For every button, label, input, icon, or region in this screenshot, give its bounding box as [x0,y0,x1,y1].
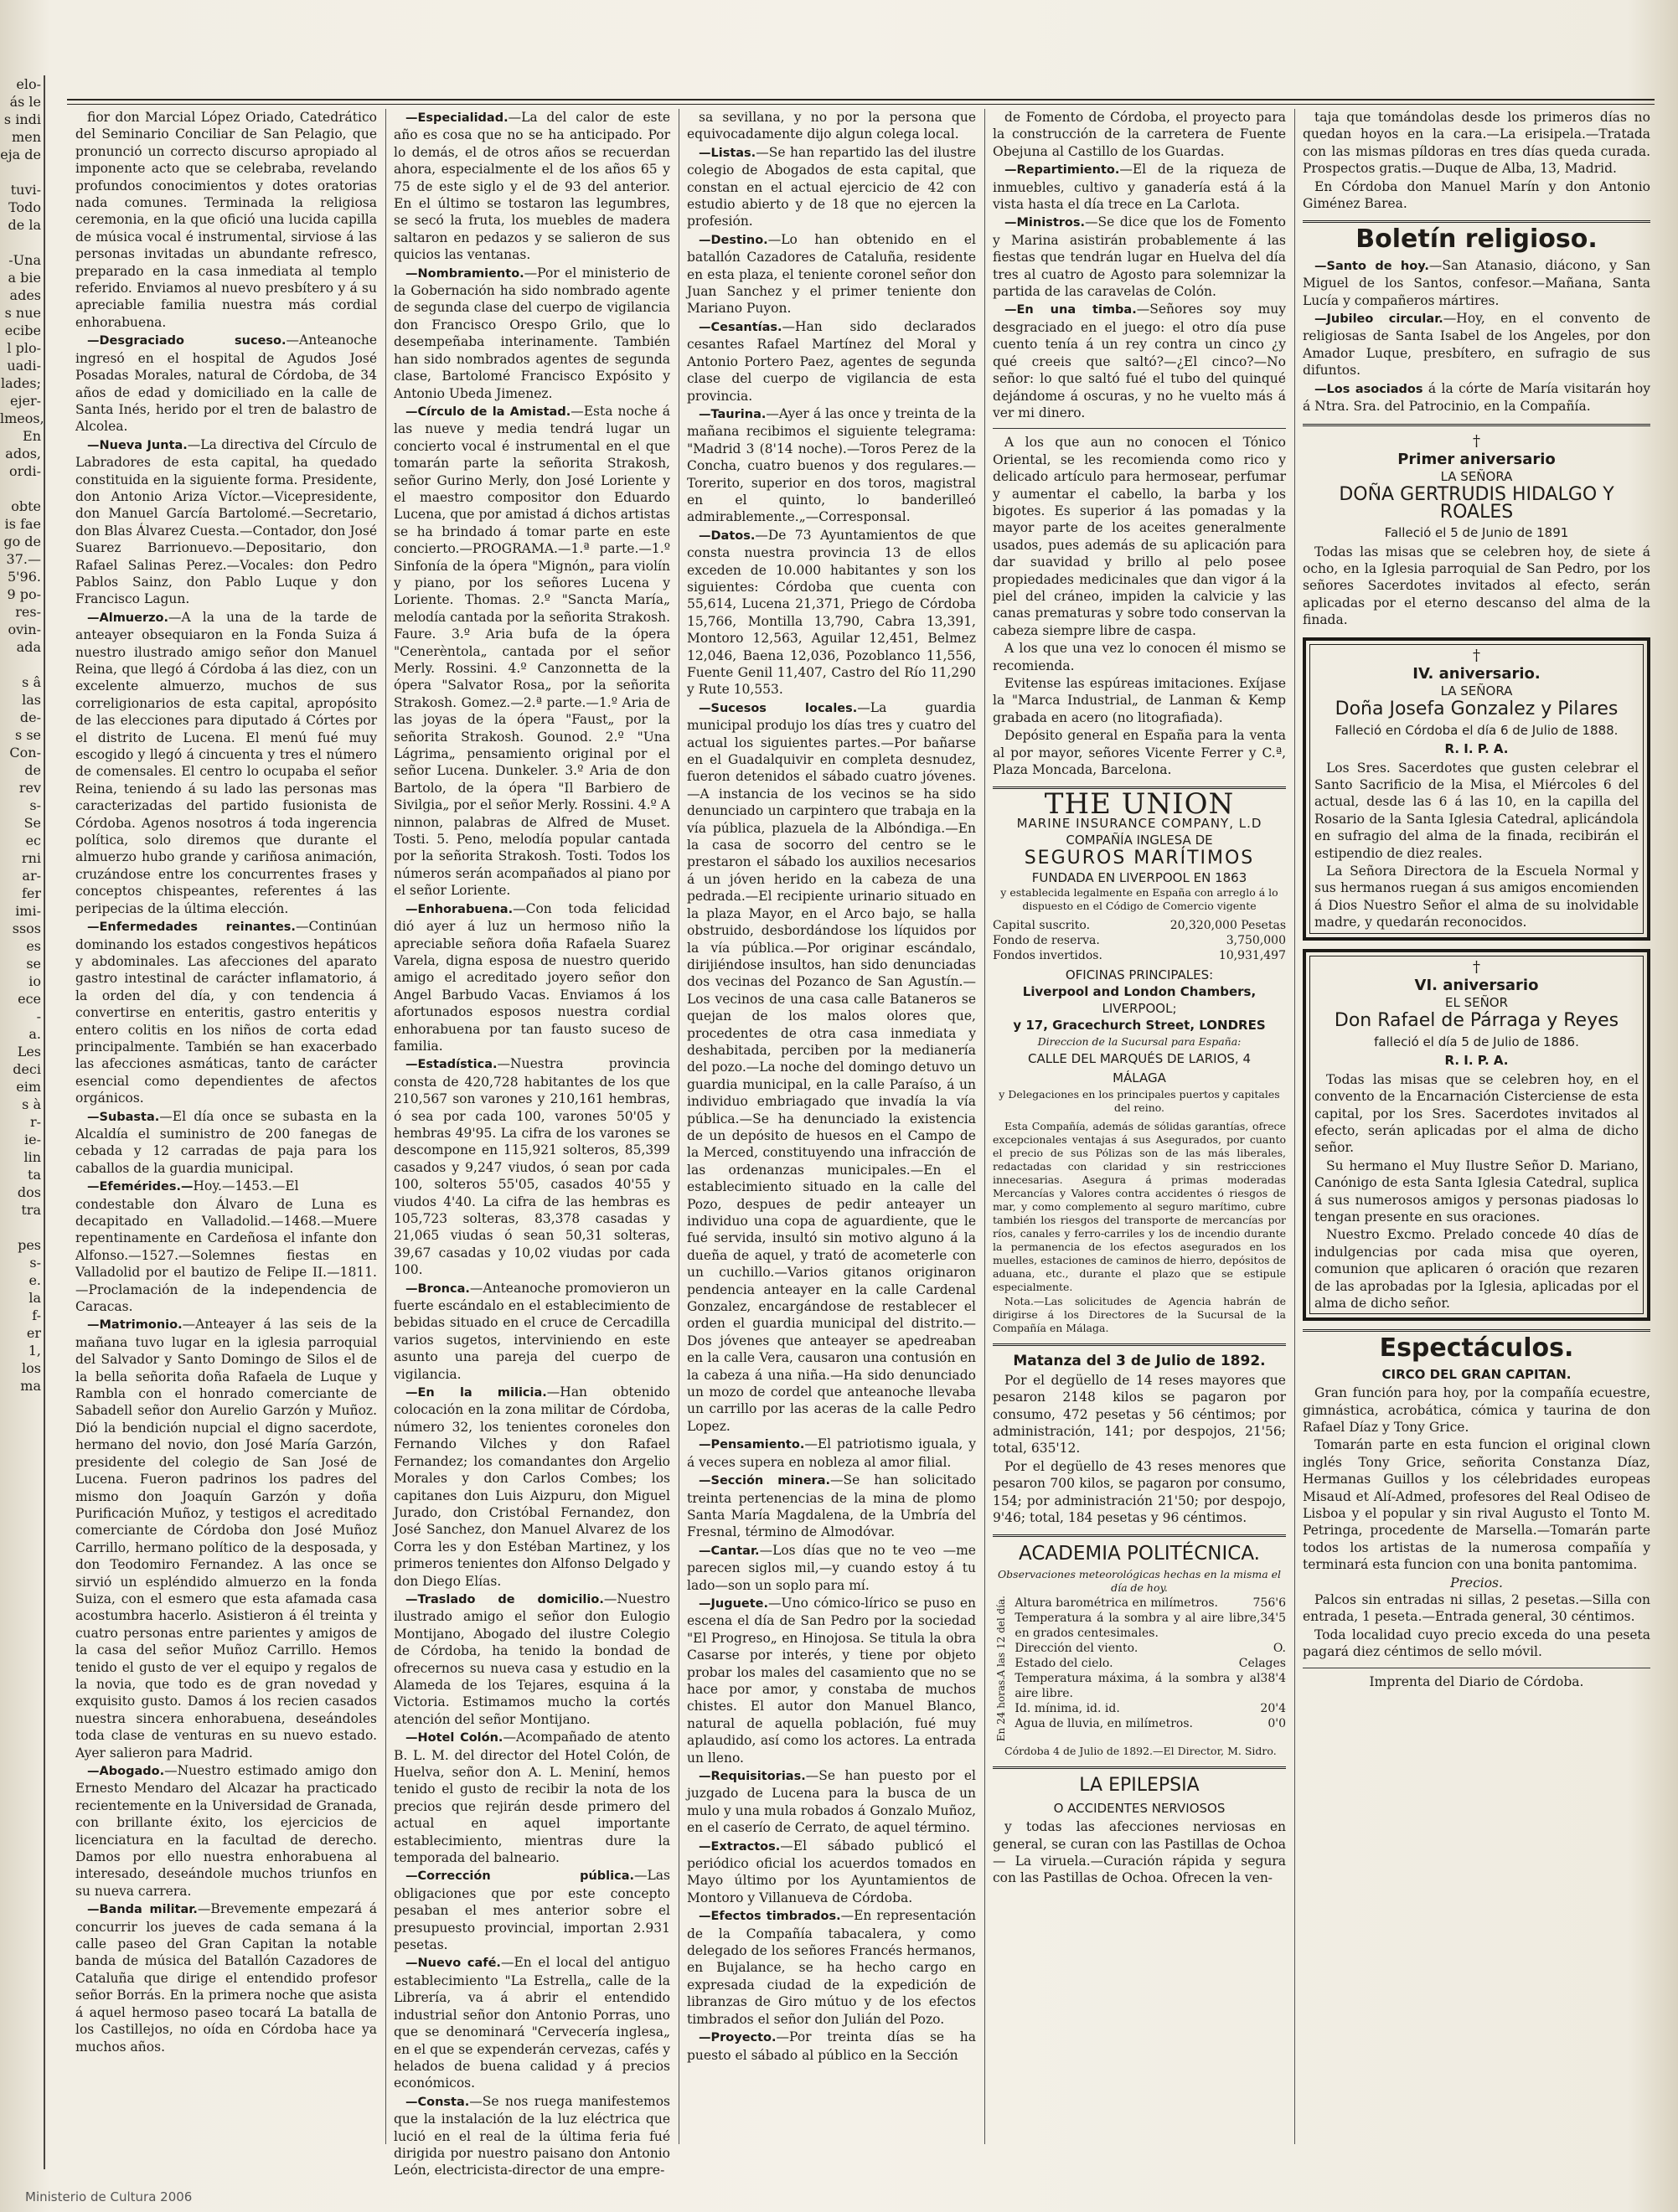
row-label: Fondo de reserva. [993,933,1100,947]
union-subtitle-2: COMPAÑÍA INGLESA DE [1066,833,1213,848]
news-paragraph: —Sección minera.—Se han solicitado treinta pertenencias de la mina de plomo Santa María Magdalena, de la Umbría del Fresnal, término de Almodóvar. [687,1472,976,1540]
news-paragraph: —Nombramiento.—Por el ministerio de la Gobernación ha sido nombrado agente de segunda clase del cuerpo de vigilancia don Francisco Orespo Grilo, que lo desempeñaba interinamente. También han sido nombrados agentes de segunda clase, Bartolomé Francisco Expósito y Antonio Ubeda Jimenez. [394,265,670,401]
aniv2-text [1314,760,1639,931]
margin-fragment: s- [29,1255,41,1271]
column-3 [687,109,976,2153]
margin-fragment: ssos [12,920,41,936]
margin-fragment: se [26,956,41,972]
news-paragraph: —En una timba.—Señores soy muy desgraciado en el juego: el otro día puse cuento tenía á un rey contra un cinco ¿y qué creeis que saltó?—¿El cinco?—No señor: lo que saltó fué el tubo del quinqué dejándome á oscuras, y no he vuelto más á ver mi dinero. [993,302,1286,420]
news-paragraph: —Subasta.—El día once se subasta en la Alcaldía el suministro de 200 fanegas de cebada y 12 carradas de paja para los caballos de la guardia municipal. [75,1108,377,1176]
margin-fragment: ada [16,639,41,655]
union-delegaciones: y Delegaciones en los principales puertos y capitales del reino. [999,1088,1280,1115]
item-heading: —Taurina. [699,407,767,421]
news-paragraph: —Cantar.—Los días que no te veo —me parecen siglos mil,—y cuando estoy á tu lado—son un soplo para mí. [687,1542,976,1593]
margin-fragment: res- [15,604,41,620]
item-heading: —Corrección pública. [405,1869,634,1884]
item-heading: —Requisitorias. [699,1770,806,1783]
item-heading: —Hotel Colón. [405,1731,503,1745]
circo-title: CIRCO DEL GRAN CAPITAN. [1381,1366,1572,1382]
row-label: Temperatura máxima, á la sombra y al aire libre. [1015,1671,1261,1700]
margin-fragment: ades [9,287,41,303]
row-value: Celages [1238,1656,1286,1670]
margin-fragment: de- [19,709,41,725]
row-label: Fondos invertidos. [993,948,1102,962]
academia-side-1: A las 12 del día. [995,1595,1007,1678]
margin-fragment: s se [15,727,41,743]
item-heading: —En la milicia. [405,1386,547,1400]
item-heading: —Almuerzo. [87,611,169,625]
item-heading: —Estadística. [405,1058,498,1072]
margin-fragment: a bie [8,270,41,286]
news-paragraph: —Destino.—Lo han obtenido en el batallón Cazadores de Cataluña, residente en esta plaza, el teniente coronel señor don Juan Sanchez y el primer teniente don Mariano Puyon. [687,231,976,317]
aniversario-1 [1303,433,1650,629]
union-offices-3: y 17, Gracechurch Street, LONDRES [1013,1018,1266,1034]
academia-title: ACADEMIA POLITÉCNICA. [1019,1543,1260,1565]
aniv-paragraph: Nuestro Excmo. Prelado concede 40 días de indulgencias por cada misa que oyeren, comunion que aplicaren ó oración que rezaren de las aprobadas por la Iglesia, aplicadas por el alma de dicho señor. [1314,1227,1639,1311]
margin-fragment: ta [28,1167,41,1183]
item-heading: —Banda militar. [87,1903,198,1917]
margin-fragment: lades; [1,375,41,391]
margin-fragment: ás le [9,94,41,110]
margin-fragment: eim [16,1079,41,1095]
news-paragraph: —Abogado.—Nuestro estimado amigo don Ernesto Mendaro del Alcazar ha practicado recientemente en la Universidad de Granada, con brillante éxito, los ejercicios de licenciatura en la facultad de derecho. Damos por ello nuestra enhorabuena al interesado, deseándole muchos triunfos en su nueva carrera. [75,1763,377,1899]
aniv2-date: Falleció en Córdoba el día 6 de Julio de 1888. [1335,722,1619,738]
margin-fragment: a. [28,1026,41,1042]
cross-icon: † [1473,431,1480,450]
divider [993,1343,1286,1346]
item-heading: —Datos. [699,529,756,543]
news-paragraph: —Datos.—De 73 Ayuntamientos de que consta nuestra provincia 13 de ellos exceden de 10.000 habitantes y son los siguientes: Córdoba que cuenta con 55,614, Lucena 21,371, Priego de Córdoba 15,766, Montilla 13,790, Cabra 13,391, Montoro 12,563, Aguilar 12,451, Belmez 12,046, Baena 12,036, Pozoblanco 11,556, Fuente Genil 11,407, Castro del Río 11,290 y Rute 10,553. [687,527,976,698]
margin-fragment: eja de [0,147,41,162]
margin-fragment: ie- [24,1132,41,1147]
the-union-ad [993,787,1286,1335]
news-paragraph: de Fomento de Córdoba, el proyecto para la construcción de la carretera de Fuente Obejuna al Castillo de los Guardas. [993,110,1286,159]
news-paragraph: —Cesantías.—Han sido declarados cesantes Rafael Martínez del Moral y Antonio Portero Paez, agentes de segunda clase del cuerpo de vigilancia de esta provincia. [687,318,976,404]
margin-fragment: is fae [4,516,41,532]
ad-paragraph: Evitense las espúreas imitaciones. Exíjase la "Marca Industrial„ de Lanman & Kemp grabada en acero (no litografiada). [993,676,1286,725]
aniversario-2-frame [1303,637,1650,941]
divider [993,1766,1286,1769]
meteo-row [1015,1611,1286,1641]
academia-footer: Córdoba 4 de Julio de 1892.—El Director, M. Sidro. [1004,1745,1277,1758]
margin-fragment: ecibe [4,322,41,338]
item-heading: —Los asociados [1314,382,1423,396]
news-paragraph: sa sevillana, y no por la persona que equivocadamente dijo algun colega local. [687,110,976,142]
margin-fragment: Les [17,1044,41,1060]
tonico-oriental-ad [993,434,1286,778]
margin-fragment: de [24,762,41,778]
capital-row [993,948,1286,963]
epilepsia-title: LA EPILEPSIA [1079,1775,1200,1797]
union-title: THE UNION [1044,787,1235,822]
row-label: Altura barométrica en milímetros. [1015,1596,1218,1610]
row-label: Temperatura á la sombra y al aire libre, en grados centesimales. [1015,1611,1261,1640]
margin-fragment [0,1219,44,1236]
ad-paragraph: A los que una vez lo conocen él mismo se recomienda. [993,641,1286,673]
boletin-paragraph: —Santo de hoy.—San Atanasio, diácono, y San Miguel de los Santos, confesor.—Mañana, Santa Lucía y compañeros mártires. [1303,257,1650,308]
meteo-row [1015,1701,1286,1716]
row-value: 38'4 [1260,1671,1286,1685]
row-value: 20'4 [1260,1701,1286,1715]
capital-row [993,933,1286,948]
margin-fragment: s nue [4,305,41,321]
precios-paragraph: Palcos sin entradas ni sillas, 2 pesetas.—Silla con entrada, 1 peseta.—Entrada general, 30 céntimos. [1303,1592,1650,1625]
item-heading: —Matrimonio. [87,1318,183,1333]
margin-fragment: obte [11,498,41,514]
news-paragraph: —Almuerzo.—A la una de la tarde de anteayer obsequiaron en la Fonda Suiza á nuestro ilustrado amigo señor don Manuel Reina, que llegó á Córdoba á las diez, con un excelente almuerzo, muchos de sus correligionarios de esta capital, apropósito de las elecciones para diputado á Córtes por el distrito de Lucena. El menú fué muy escogido y llegó á cincuenta y tres el número de comensales. El centro lo ocupaba el señor Reina, teniendo á su lado las personas mas caracterizadas del partido fusionista de Córdoba. Agenos nosotros á toda ingerencia política, solo diremos que durante el almuerzo hubo grande y cariñosa animación, cruzándose entre los concurrentes frases y conceptos chispeantes, referentes á las peripecias de la última elección. [75,609,377,916]
column-separator [1294,109,1295,2144]
margin-fragment: s indi [3,111,41,127]
margin-fragment [0,480,44,498]
aniv3-title: VI. aniversario [1414,977,1539,995]
margin-fragment: deci [13,1061,41,1077]
item-heading: —Cantar. [699,1544,760,1558]
news-paragraph: —Consta.—Se nos ruega manifestemos que la instalación de la luz eléctrica que lució en el real de la última feria fué dirigida por nuestro paisano don Antonio León, electricista-director de una empre- [394,2093,670,2178]
margin-fragment: er [26,1325,41,1341]
item-heading: —Extractos. [699,1839,781,1854]
news-paragraph: —Listas.—Se han repartido las del ilustre colegio de Abogados de esta capital, que constan en el actual ejercicio de 42 con estudio abierto y de 18 que no ejercen la profesión. [687,144,976,229]
row-value: 3,750,000 [1226,933,1286,947]
aniv2-rip: R. I. P. A. [1444,741,1509,757]
news-paragraph: —Desgraciado suceso.—Anteanoche ingresó en el hospital de Agudos José Posadas Morales, natural de Córdoba, de 34 años de edad y domiciliado en la calle de Santa Inés, herido por el tren de balastro de Alcolea. [75,333,377,435]
item-heading: —Nueva Junta. [87,438,188,452]
col5-top: taja que tomándolas desde los primeros días no quedan hoyos en la cara.—La erisipela.—Tratada con las mismas píldoras en tres días queda curada. Prospectos gratis.—Duque de Alba, 13, Madrid. [1303,110,1650,177]
precios-paragraph: Toda localidad cuyo precio exceda do una peseta pagará diez céntimos de sello móvil. [1303,1627,1650,1660]
row-value: 20,320,000 Pesetas [1169,918,1286,932]
left-margin-strip [0,75,45,2169]
news-paragraph: —Proyecto.—Por treinta días se ha puesto el sábado al público en la Sección [687,2029,976,2063]
union-nota: Nota.—Las solicitudes de Agencia habrán de dirigirse á los Directores de la Sucursal de la Compañía en Málaga. [993,1295,1286,1335]
matanza-text [993,1372,1286,1527]
news-paragraph: —Especialidad.—La del calor de este año es cosa que no se ha anticipado. Por lo demás, el de otros años se recuerdan ahora, especialmente el de los años 65 y 75 de este siglo y el de 93 del anterior. En el último se tostaron las legumbres, se secó la fruta, los muebles de madera saltaron en pedazos y se salieron de sus quicios las ventanas. [394,110,670,263]
margin-fragment: ece [18,991,41,1007]
cross-icon: † [1473,646,1480,664]
margin-fragment: go de [3,534,41,549]
aniv2-title: IV. aniversario. [1412,664,1541,683]
item-heading: —Pensamiento. [699,1438,805,1452]
aniv1-name: DOÑA GERTRUDIS HIDALGO Y ROALES [1339,484,1614,523]
epilepsia-ad [993,1777,1286,1886]
column-4 [993,109,1286,2153]
news-paragraph: —Extractos.—El sábado publicó el periódico oficial los acuerdos tomados en Mayo último por los Ayuntamientos de Montoro y Villanueva de Córdoba. [687,1838,976,1905]
espectaculos-paragraph: Tomarán parte en esta funcion el original clown inglés Tony Grice, señorita Constanza Díaz, Hermanas Guillos y los célebridades europeas Misaud et Alí-Admed, profesores del Real Odiseo de Lisboa y el popular y sin rival Augusto el Tonto M. Petringa, procedente de Marsella.—Tomarán parte todos los artistas de la numerosa compañía y terminará esta funcion con una bonita pantomima. [1303,1437,1650,1573]
margin-fragment: s- [29,797,41,813]
item-heading: —Proyecto. [699,2031,777,2045]
item-heading: —Listas. [699,146,756,160]
item-heading: —Juguete. [699,1596,769,1611]
margin-fragment: Todo [8,199,41,215]
margin-fragment: rev [18,780,41,796]
margin-fragment: ma [20,1378,41,1394]
epilepsia-text: y todas las afecciones nerviosas en general, se curan con las Pastillas de Ochoa — La viruela.—Curación rápida y segura con las Pastillas de Ochoa. Ofrecen la ven- [993,1819,1286,1886]
row-label: Capital suscrito. [993,918,1091,932]
matanza-title: Matanza del 3 de Julio de 1892. [1013,1353,1266,1370]
item-heading: —Cesantías. [699,320,782,334]
epilepsia-sub: O ACCIDENTES NERVIOSOS [1053,1800,1226,1816]
margin-fragment: En [23,428,41,444]
matanza-section [993,1353,1286,1526]
union-body: Esta Compañía, además de sólidas garantías, ofrece excepcionales ventajas á sus Asegurados, por cuanto el precio de sus Pólizas son de las más liberales, redactadas con claridad y sin restricciones innecesarias. Asegura á primas moderadas Mercancías y Valores contra accidentes ó riesgos de mar, y como complemento al seguro marítimo, cubre también los riesgos del transporte de mercancías por ríos, canales y ferro-carriles y los de incendio durante la permanencia de los efectos asegurados en los muelles, estaciones de caminos de hierro, depósitos de aduana, etc., durante el plazo que se estipule especialmente. [993,1120,1286,1294]
item-heading: —Abogado. [87,1765,165,1778]
item-heading: —Repartimiento. [1004,163,1120,178]
margin-fragment: las [22,692,41,708]
news-paragraph: —Juguete.—Uno cómico-lírico se puso en escena el día de San Pedro por la sociedad "El Progreso„ en Hinojosa. Se titula la obra Casarse por interés, y tiene por objeto probar los males del casamiento que no se hace por amor, y constaba de muchos chistes. El autor don Manuel Blanco, natural de aquella población, fué muy aplaudido, así como los actores. La entrada un lleno. [687,1595,976,1766]
column-separator [385,109,386,2144]
margin-fragment: 1, [28,1343,41,1359]
union-capital-table [993,918,1286,963]
margin-fragment: la [28,1290,41,1306]
margin-fragment: - [36,1008,41,1024]
margin-fragment: de la [8,217,41,233]
ad-paragraph: A los que aun no conocen el Tónico Oriental, se les recomienda como rico y delicado artículo para hermosear, perfumar y aumentar el cabello, la barba y los bigotes. Es superior á las pomadas y la mayor parte de los aceites generalmente usados, pues además de su aplicación para dar suavidad y brillo al pelo posee propiedades medicinales que dan vigor á la piel del cráneo, impiden la calvicie y las canas prematuras y sobre todo conservan la cabeza siempre libre de caspa. [993,435,1286,638]
item-heading: —Efectos timbrados. [699,1910,841,1924]
divider [993,428,1286,429]
margin-fragment: f- [32,1307,41,1323]
margin-fragment: lin [23,1149,41,1165]
item-heading: —Especialidad. [405,111,509,125]
aniv3-name: Don Rafael de Párraga y Reyes [1334,1010,1619,1032]
espectaculos-paragraph: Gran función para hoy, por la compañía ecuestre, gimnástica, acrobática, cómica y taurina de don Rafael Díaz y Tony Grice. [1303,1385,1650,1435]
espectaculos [1303,1333,1650,1690]
espectaculos-text [1303,1384,1650,1573]
column-2 [394,109,670,2178]
margin-fragment: imi- [15,903,41,919]
margin-fragment: ordi- [8,463,41,479]
news-paragraph: —Enhorabuena.—Con toda felicidad dió ayer á luz un hermoso niño la apreciable señora doña Rafaela Suarez Varela, digna esposa de nuestro querido amigo el acreditado joyero señor don Angel Barbudo Vacas. Enviamos á los afortunados esposos nuestra cordial enhorabuena por tan fausto suceso de familia. [394,900,670,1054]
ad-paragraph: Depósito general en España para la venta al por mayor, señores Vicente Ferrer y C.ª, Plaza Moncada, Barcelona. [993,728,1286,778]
margin-fragment: Se [23,815,41,831]
margin-fragment: ados, [5,446,41,461]
margin-fragment: 5'96. [7,569,41,585]
item-heading: —Ministros. [1004,216,1086,230]
item-heading: —Sección minera. [699,1474,830,1488]
aniv1-date: Falleció el 5 de Junio de 1891 [1384,525,1569,541]
item-heading: —Efemérides.— [87,1180,194,1194]
item-heading: —Santo de hoy. [1314,259,1429,273]
aniv1-text: Todas las misas que se celebren hoy, de siete á ocho, en la Iglesia parroquial de San Pedro, por los señores Sacerdotes invitados al efecto, serán aplicadas por el eterno descanso del alma de la finada. [1303,544,1650,628]
union-offices-2: LIVERPOOL; [1102,1001,1177,1017]
aniv-paragraph: Su hermano el Muy Ilustre Señor D. Mariano, Canónigo de esta Santa Iglesia Catedral, suplica á sus numerosos amigos y personas piadosas lo tengan presente en sus oraciones. [1314,1158,1639,1225]
col5-top-2: En Córdoba don Manuel Marín y don Antonio Giménez Barea. [1303,178,1650,212]
news-paragraph: —Banda militar.—Brevemente empezará á concurrir los jueves de cada semana á la calle paseo del Gran Capitan la notable banda de música del Batallón Cazadores de Cataluña que dirige el entendido profesor señor Borrás. En la primera noche que asista á aquel hermoso paseo tocará La batalla de los Castillejos, no oída en Córdoba hace ya muchos años. [75,1901,377,2055]
precios-text [1303,1591,1650,1661]
meteo-row [1015,1656,1286,1671]
news-paragraph: —Corrección pública.—Las obligaciones que por este concepto pesaban el mes anterior sobre el presupuesto provincial, importan 2.931 pesetas. [394,1868,670,1953]
margin-fragment: ec [25,833,41,848]
margin-fragment: s à [22,1096,41,1112]
aniv3-text [1314,1071,1639,1312]
margin-fragment [0,656,44,673]
item-heading: —Enfermedades reinantes. [87,920,296,935]
meteo-row [1015,1716,1286,1731]
capital-row [993,918,1286,933]
news-paragraph: —Repartimiento.—El de la riqueza de inmuebles, cultivo y ganadería está á la vista hasta el día trece en La Carlota. [993,162,1286,213]
news-paragraph: fior don Marcial López Oriado, Catedrático del Seminario Conciliar de San Pelagio, que pronunció un correcto discurso apropiado al imponente acto que se celebraba, revelando profundos conocimientos y dotes oratorias nada comunes. Terminada la religiosa ceremonia, en la que ofició una lucida capilla de música vocal é instrumental, sirviose á las personas invitadas un abundante refresco, preparado en la casa inmediata al templo referido. Enviamos al nuevo presbítero y á su apreciable familia nuestra más cordial enhorabuena. [75,110,377,330]
news-paragraph: —En la milicia.—Han obtenido colocación en la zona militar de Córdoba, número 32, los tenientes coroneles don Fernando Vilches y don Rafael Fernandez; los comandantes don Argelio Morales y don Carlos Combes; los capitanes don Luis Aizpuru, don Miguel Jurado, don Cristóbal Fernandez, don José Sanchez, don Manuel Alvarez de los Corra les y don Estéban Martinez, y los primeros tenientes don Alfonso Delgado y don Diego Elías. [394,1384,670,1589]
news-paragraph: —Efectos timbrados.—En representación de la Compañía tabacalera, y como delegado de los señores Francés hermanos, en Bujalance, se ha hecho cargo en expresada ciudad de la expedición de libranzas de Giro mútuo y de los efectos timbrados el señor don Julián del Pozo. [687,1908,976,2027]
union-calle: CALLE DEL MARQUÉS DE LARIOS, 4 [1027,1051,1252,1067]
news-paragraph: —Taurina.—Ayer á las once y treinta de la mañana recibimos el siguiente telegrama: "Madrid 3 (8'14 noche).—Toros Perez de la Concha, cuatro buenos y dos regulares.—Torerito, superior en dos toros, magistral en el quinto, lo banderilleó admirablemente.„—Corresponsal. [687,405,976,525]
item-heading: —Nuevo café. [405,1957,501,1971]
margin-fragment: Con- [9,745,41,761]
union-founded: FUNDADA EN LIVERPOOL EN 1863 [1031,869,1247,885]
margin-fragment: -Una [8,252,41,268]
row-value: 756'6 [1252,1596,1286,1610]
item-heading: —Nombramiento. [405,266,524,281]
news-paragraph: —Nueva Junta.—La directiva del Círculo de Labradores de esta capital, ha quedado constituida en la siguiente forma. Presidente, don Antonio Ariza Víctor.—Vicepresidente, don Manuel García Bartolomé.—Secretario, don Blas Álvarez Cuesta.—Contador, don José Suarez Barrionuevo.—Depositario, don Rafael Salinas Perez.—Vocales: don Pedro Pablos Sainz, don Pablo Luque y don Francisco Lagun. [75,436,377,607]
news-paragraph: —Enfermedades reinantes.—Continúan dominando los estados congestivos hepáticos y abdominales. Las afecciones del aparato gastro intestinal de carácter inflamatorio, á la orden del día, y con tendencia á convertirse en enteritis, gastro enteritis y entero colitis en los niños de corta edad principalmente. También se han exacerbado las afecciones asmáticas, tanto de carácter esencial como dependientes de afectos orgánicos. [75,919,377,1106]
margin-fragment: uadi- [7,358,41,374]
boletin-title: Boletín religioso. [1355,224,1598,255]
item-heading: —Bronca. [405,1281,470,1296]
item-heading: —Enhorabuena. [405,902,514,916]
row-value: 0'0 [1268,1716,1286,1730]
column-5 [1303,109,1650,2153]
margin-fragment: fer [21,885,41,901]
news-paragraph: —Círculo de la Amistad.—Esta noche á las nueve y media tendrá lugar un concierto vocal é instrumental en el que tomarán parte la señorita Strakosh, señor Gurino Merly, don José Loriente y el maestro compositor don Eduardo Lucena, que por amistad á dichos artistas se ha brindado á tomar parte en este concierto.—PROGRAMA.—1.ª parte.—1.º Sinfonía de la ópera "Mignón„ para violín y piano, por los señores Lucena y Loriente. Thomas. 2.º "Sancta María„ melodía cantada por la señorita Strakosh. Faure. 3.º Aria bufa de la ópera "Cenerèntola„ cantada por el señor Merly. Rossini. 4.º Canzonnetta de la ópera "Salvator Rosa„ por la señorita Strakosh. Gomez.—2.ª parte.—1.º Aria de las joyas de la ópera "Faust„ por la señorita Strakosh. Gounod. 2.º "Una Lágrima„ pensamiento original por el señor Lucena. Dunkeler. 3.º Aria de don Bartolo, de la ópera "Il Barbiero de Sivilgia„ por el señor Merly. Rossini. 4.º A ninnon, palabras de Alfred de Muset. Tosti. 5. Peno, melodía popular cantada por la señorita Strakosh. Tosti. Todos los números serán acompañados al piano por el señor Loriente. [394,403,670,899]
news-paragraph: —Nuevo café.—En el local del antiguo establecimiento "La Estrella„ calle de la Librería, va á abrir el entendido industrial señor don Antonio Porras, uno que se denominará "Cervecería inglesa„ en el que se expenderán cervezas, cafés y helados de buena calidad y á precios económicos. [394,1955,670,2091]
row-value: O. [1273,1641,1286,1655]
aniv2-name: Doña Josefa Gonzalez y Pilares [1335,699,1619,720]
aniv2-la: LA SEÑORA [1440,683,1513,699]
matanza-paragraph: Por el degüello de 14 reses mayores que pesaron 2148 kilos se pagaron por consumo, 472 pesetas y 56 céntimos; por administración, 141; por despojos, 21'56; total, 635'12. [993,1372,1286,1457]
aniv3-el: EL SEÑOR [1444,995,1509,1011]
margin-fragment: 9 po- [7,586,41,602]
aniv-paragraph: La Señora Directora de la Escuela Normal y sus hermanos ruegan á sus amigos encomienden á Dios Nuestro Señor el alma de su inolvidable madre, y quedarán reconocidos. [1314,864,1639,931]
union-subtitle: MARINE INSURANCE COMPANY, L.D [1016,815,1262,831]
margin-fragment: es [26,938,41,954]
item-heading: —Destino. [699,233,768,247]
margin-fragment: lmeos, [0,410,44,426]
news-paragraph: —Ministros.—Se dice que los de Fomento y Marina asistirán probablemente á las fiestas que tendrán lugar en Huelva del día tres al cuatro de Agosto para solemnizar la partida de las caravelas de Colón. [993,214,1286,300]
margin-fragment: ejer- [10,393,41,409]
news-paragraph: —Efemérides.—Hoy.—1453.—El condestable don Álvaro de Luna es decapitado en Valladolid.—1468.—Muere repentinamente en Cardeñosa el infante don Alfonso.—1527.—Solemnes fiestas en Valladolid por el bautizo de Felipe II.—1811.—Proclamación de la independencia de Caracas. [75,1178,377,1315]
boletin-paragraph: —Los asociados á la córte de María visitarán hoy á Ntra. Sra. del Patrocinio, en la Compañía. [1303,380,1650,415]
academia-table [993,1596,1286,1742]
news-paragraph: —Bronca.—Anteanoche promovieron un fuerte escándalo en el establecimiento de bebidas situado en el cruce de Cercadilla varios sugetos, interviniendo en este asunto una pareja del cuerpo de vigilancia. [394,1280,670,1382]
boletin-religioso [1303,224,1651,415]
item-heading: —Sucesos locales. [699,701,858,715]
union-offices-title: OFICINAS PRINCIPALES: [1065,967,1214,982]
margin-fragment [0,163,44,181]
item-heading: —Traslado de domicilio. [405,1592,604,1606]
cross-icon: † [1473,957,1480,976]
margin-fragment: men [12,129,41,145]
top-rule [67,99,1655,105]
academia-section [993,1545,1286,1758]
margin-fragment [0,234,44,251]
espectaculos-title: Espectáculos. [1379,1333,1574,1364]
boletin-paragraph: —Jubileo circular.—Hoy, en el convento de religiosas de Santa Isabel de los Angeles, por don Amador Luque, presbítero, en sufragio de sus difuntos. [1303,311,1651,379]
divider [1303,1329,1650,1332]
academia-subtitle: Observaciones meteorológicas hechas en la misma el día de hoy. [997,1567,1282,1594]
margin-fragment: r- [29,1114,41,1130]
margin-fragment: 37.— [6,551,41,567]
news-paragraph: —Estadística.—Nuestra provincia consta de 420,728 habitantes de los que 210,567 son varones y 210,161 hembras, ó sea por cada 100, varones 50'05 y hembras 49'95. La cifra de los varones se descompone en 115,921 solteros, 85,399 casados y 9,247 viudos, ó sean por cada 100, solteros 55'05, casados 40'55 y viudos 4'40. La cifra de las hembras es 105,723 solteras, 83,378 casadas y 21,065 viudas ó sean 50,31 solteras, 39,67 casadas y 10,02 viudas por cada 100. [394,1056,670,1278]
aniv-paragraph: Todas las misas que se celebren hoy, en el convento de la Encarnación Cisterciense de esta capital, por los Sres. Sacerdotes invitados al efecto, serán aplicadas por el alma de dicho señor. [1314,1071,1639,1156]
margin-fragment: pes [18,1237,41,1253]
union-malaga: MÁLAGA [1113,1070,1166,1085]
union-offices-1: Liverpool and London Chambers, [1022,983,1257,999]
item-heading: —Consta. [405,2095,470,2109]
column-separator [984,109,985,2144]
margin-fragment: tra [21,1202,41,1218]
aniv1-la: LA SEÑORA [1440,469,1513,485]
union-established: y establecida legalmente en España con arreglo á lo dispuesto en el Código de Comercio vigente [1000,885,1278,912]
academia-side-2: En 24 horas. [995,1677,1007,1742]
union-sucursal: Direccion de la Sucursal para España: [1037,1035,1242,1049]
news-paragraph: —Pensamiento.—El patriotismo iguala, y á veces supera en nobleza al amor filial. [687,1436,976,1470]
matanza-paragraph: Por el degüello de 43 reses menores que pesaron 700 kilos, se pagaron por consumo, 154; por administración 21'50; por despojo, 9'46; total, 184 pesetas y 96 céntimos. [993,1458,1286,1525]
row-label: Estado del cielo. [1015,1656,1113,1670]
row-value: 34'5 [1260,1611,1286,1625]
column-1 [75,109,377,2153]
margin-fragment: dos [17,1184,41,1200]
row-label: Agua de lluvia, en milímetros. [1015,1716,1193,1730]
boletin-text [1303,257,1650,415]
academia-rows [1015,1596,1286,1742]
margin-fragment: tuvi- [10,182,41,198]
aniv3-date: falleció el día 5 de Julio de 1886. [1374,1034,1579,1049]
news-paragraph: —Requisitorias.—Se han puesto por el juzgado de Lucena para la busca de un mulo y una mula robados á Gonzalo Muñoz, en el caserío de Cerrato, de aquel término. [687,1768,976,1836]
margin-fragment: io [28,973,41,989]
margin-fragment: ar- [22,868,41,884]
row-label: Dirección del viento. [1015,1641,1138,1655]
news-paragraph: —Hotel Colón.—Acompañado de atento B. L. M. del director del Hotel Colón, de Huelva, señor don A. L. Meniní, hemos tenido el gusto de recibir la nota de los precios que rejirán desde primero del actual en aquel importante establecimiento, mientras dure la temporada del balneario. [394,1730,670,1866]
news-paragraph: —Matrimonio.—Anteayer á las seis de la mañana tuvo lugar en la iglesia parroquial del Salvador y Santo Domingo de Silos el de la bella señorita doña Rafaela de Luque y Rambla con el honrado comerciante de Sabadell señor don Aurelio Garzón y Muñoz. Dió la bendición nupcial el digno sacerdote, hermano del novio, don José María Garzón, presidente del colegio de San José de Lucena. Fueron padrinos los padres del mismo don Joaquín Garzón y doña Purificación Muñoz, y testigos el acreditado comerciante de Córdoba don José Muñoz Carrillo, hermano político de la desposada, y don Teodomiro Fernandez. A las once se sirvió un espléndido almuerzo en la fonda Suiza, con el esmero que esta afamada casa acostumbra hacerlo. Asistieron á él treinta y cuatro personas entre parientes y amigos de la casa del señor Muñoz Carrillo. Hemos tenido el gusto de ver el equipo y regalos de la novia, que todo es de gran novedad y exquisito gusto. Damos á los recien casados nuestra sincera enhorabuena, deseándoles toda clase de venturas en su nuevo estado. Ayer salieron para Madrid. [75,1317,377,1761]
item-heading: —Círculo de la Amistad. [405,405,571,419]
news-paragraph: —Sucesos locales.—La guardia municipal produjo los días tres y cuatro del actual los siguientes partes.—Por bañarse en el Guadalquivir en completa desnudez, fueron detenidos el sábado cuatro jóvenes.—A instancia de los vecinos se ha sido denunciado un carpintero que trabaja en la vía pública, plazuela de la Albóndiga.—En la casa de socorro del centro se le prestaron el sábado los auxilios necesarios á un jóven herido en la cabeza de una pedrada.—El recipiente urinario situado en la plaza Mayor, en el Arco bajo, se halla obstruido, desbordándose los líquidos por la vía pública.—Por originar escándalo, dirijiéndose insultos, han sido denunciadas dos vecinas del Pozanco de San Agustín.—Los vecinos de una casa calle Bataneros se quejan de los malos olores que, procedentes de otra casa inmediata y deshabitada, perciben por la medianería del pozo.—La noche del domingo detuvo un guardia municipal, en la calle Paraíso, á un individuo embriagado que invadía la vía pública.—Se ha denunciado la existencia de un depósito de huesos en el Campo de la Merced, constituyendo una infracción de las ordenanzas municipales.—En el establecimiento situado en la calle del Pozo, despues de pedir anteayer un individuo una copa de aguardiente, que le fué servida, insultó sin motivo alguno á la dueña de aquel, y trató de acometerle con un cuchillo.—Varios gitanos originaron pendencia anteayer en la calle Cardenal Gonzalez, encargándose de restablecer el orden el guardia municipal del distrito.—Dos jóvenes que anteayer se apedreaban en la calle Vera, causaron una contusión en la cabeza á una niña.—Ha sido denunciado un mozo de cordel que anteanoche llevaba un carrillo por las aceras de la calle Pedro Lopez. [687,699,976,1434]
meteo-row [1015,1641,1286,1656]
meteo-row [1015,1671,1286,1701]
aniv3-rip: R. I. P. A. [1444,1053,1509,1069]
union-big: SEGUROS MARÍTIMOS [1024,848,1255,869]
aniversario-3-frame [1303,949,1650,1322]
row-label: Id. mínima, id. id. [1015,1701,1120,1715]
divider [1303,220,1650,223]
column-4-notices [993,109,1286,421]
item-heading: —Desgraciado suceso. [87,334,287,348]
row-value: 10,931,497 [1218,948,1286,962]
margin-fragment: s â [22,674,41,690]
item-heading: —Jubileo circular. [1314,312,1443,327]
news-paragraph: —Traslado de domicilio.—Nuestro ilustrado amigo el señor don Eulogio Montijano, Abogado del ilustre Colegio de Córdoba, ha tenido la bondad de ofrecernos su nueva casa y estudio en la Alameda de los Tejares, esquina á la Victoria. Estimamos mucho la cortés atención del señor Montijano. [394,1591,670,1727]
margin-fragment: e. [28,1272,41,1288]
item-heading: —Subasta. [87,1110,160,1124]
item-heading: —En una timba. [1004,303,1137,317]
aniv-paragraph: Los Sres. Sacerdotes que gusten celebrar el Santo Sacrificio de la Misa, el Miércoles 6 del actual, desde las 6 á las 10, en la capilla del Rosario de la Santa Iglesia Catedral, aplicándola en sufragio del alma de la finada, recibirán el estipendio de diez reales. [1314,760,1639,861]
divider [993,1534,1286,1537]
margin-fragment: elo- [16,76,41,92]
margin-fragment: los [22,1360,41,1376]
margin-fragment: ovin- [8,621,41,637]
archive-credit: Ministerio de Cultura 2006 [25,2189,193,2204]
margin-fragment: l plo- [7,340,41,356]
divider [1303,424,1650,426]
meteo-row [1015,1596,1286,1611]
precios-title: Precios. [1450,1575,1503,1591]
imprenta: Imprenta del Diario de Córdoba. [1369,1673,1584,1689]
margin-fragment: rni [21,850,41,866]
aniv1-title: Primer aniversario [1397,450,1556,468]
